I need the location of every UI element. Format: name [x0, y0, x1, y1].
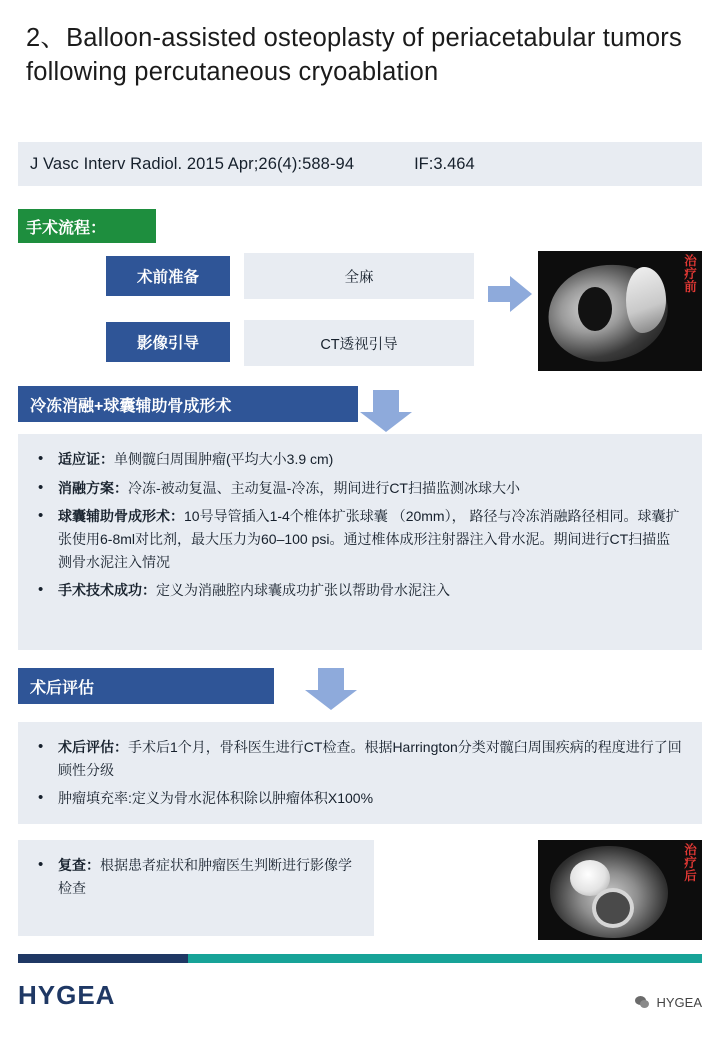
bullet-text: 定义为骨水泥体积除以肿瘤体积X100% [131, 790, 374, 807]
brand-logo: HYGEA [18, 980, 116, 1010]
recheck-panel [18, 840, 374, 936]
footer-rule-navy [18, 954, 188, 963]
flow-label-imaging: 影像引导 [106, 322, 230, 362]
cryo-bullet-list [32, 448, 684, 602]
list-item [32, 579, 684, 602]
list-item [32, 448, 684, 471]
page-title: 2、Balloon-assisted osteoplasty of periacetabular tumors following percutaneous cryoablation [26, 24, 682, 86]
ct-image-before [538, 251, 702, 371]
section-header-procedure-flow-label: 手术流程： [26, 219, 107, 237]
cryo-details-panel [18, 434, 702, 650]
section-header-post-eval: 术后评估 [18, 668, 274, 704]
bullet-label: 肿瘤填充率: [58, 790, 132, 807]
section-header-cryo-balloon: 冷冻消融+球囊辅助骨成形术 [18, 386, 358, 422]
footer-rule-teal [188, 954, 702, 963]
footer-rule [18, 954, 702, 963]
bullet-text: 单侧髋臼周围肿瘤(平均大小3.9 cm) [114, 451, 334, 467]
journal-citation-bar [18, 142, 702, 186]
ct-image-after-label: 治疗后 [684, 843, 697, 884]
section-header-procedure-flow [18, 209, 156, 243]
ct-image-before-label: 治疗前 [684, 254, 697, 295]
recheck-bullet-list [32, 854, 356, 899]
list-item [32, 477, 684, 500]
post-eval-bullet-list [32, 736, 684, 810]
arrow-down-icon-1 [360, 390, 412, 432]
bullet-label: 手术技术成功： [58, 582, 156, 599]
bullet-label: 球囊辅助骨成形术： [58, 508, 184, 525]
bullet-text: 冷冻-被动复温、主动复温-冷冻，期间进行CT扫描监测冰球大小 [128, 479, 520, 496]
ct-image-after [538, 840, 702, 940]
bullet-text: 根据患者症状和肿瘤医生判断进行影像学检查 [58, 857, 352, 896]
arrow-right-icon [488, 272, 532, 316]
impact-factor: IF:3.464 [414, 154, 475, 173]
list-item [32, 736, 684, 781]
flow-label-pre-op: 术前准备 [106, 256, 230, 296]
arrow-down-icon-2 [305, 668, 357, 710]
wechat-attribution [635, 995, 702, 1010]
bullet-label: 适应证： [58, 451, 114, 467]
list-item [32, 854, 356, 899]
wechat-account-name: HYGEA [656, 995, 702, 1010]
bullet-text: 手术后1个月，骨科医生进行CT检查。根据Harrington分类对髋臼周围疾病的程度进行了回顾性分级 [58, 739, 682, 778]
post-eval-panel [18, 722, 702, 824]
flow-value-anesthesia: 全麻 [244, 253, 474, 299]
bullet-text: 定义为消融腔内球囊成功扩张以帮助骨水泥注入 [156, 582, 450, 599]
list-item [32, 787, 684, 810]
flow-value-imaging: CT透视引导 [244, 320, 474, 366]
list-item [32, 505, 684, 573]
bullet-text: 10号导管插入1-4个椎体扩张球囊 （20mm）， 路径与冷冻消融路径相同。球囊扩张使用6-8ml对比剂，最大压力为60–100 psi。通过椎体成形注射器注入骨水泥。期间进行CT扫描监测骨水泥注入情况 [58, 508, 680, 570]
journal-citation: J Vasc Interv Radiol. 2015 Apr;26(4):588-94 [30, 154, 355, 173]
wechat-icon [635, 996, 650, 1009]
bullet-label: 复查： [58, 857, 100, 873]
bullet-label: 消融方案： [58, 479, 128, 496]
bullet-label: 术后评估： [58, 739, 128, 755]
